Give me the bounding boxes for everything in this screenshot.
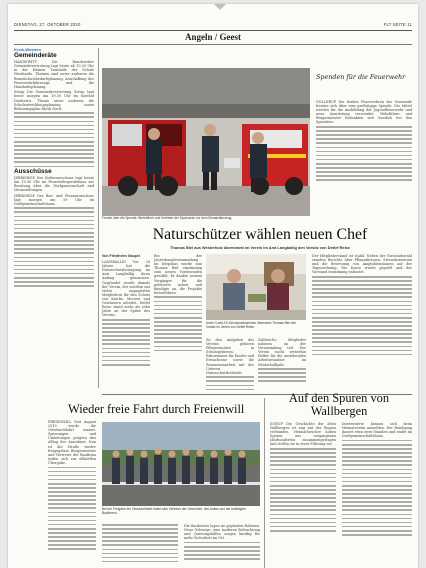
main-headline: Naturschützer wählen neuen Chef bbox=[152, 226, 368, 243]
column-text: JERRISHOE Der Bau- und Finanzausschuss tagt morgen um 19 Uhr im Dorfgemeinschaftshaus. bbox=[14, 193, 94, 206]
column-heading-gemeinderaete: Gemeinderäte bbox=[14, 52, 57, 60]
feature-side-text bbox=[316, 100, 412, 218]
feature-headline: Spenden für die Feuerwehr bbox=[316, 73, 406, 81]
main-article-col3 bbox=[206, 338, 254, 390]
text-filler bbox=[14, 207, 94, 286]
left-column bbox=[14, 48, 94, 408]
folio-page: FLT SEITE 11 bbox=[383, 22, 412, 27]
column-text: Sörup Die Gemeindevertretung Sörup tagt heute morgen um 19.30 Uhr im Gasthof Dreiherrn. Thema unter anderem die Schulentwicklungsplanung sowie Bebauungsplan Kiosk Nord. bbox=[14, 90, 94, 111]
article2-left-text bbox=[48, 420, 96, 568]
column-text: JERRISHOE Der Kulturausschuss tagt heute um 19.30 Uhr im Feuerwehrgerätehaus zur Beratung über die Dorfgemeinschaft und Veranstaltungen. bbox=[14, 175, 94, 192]
section-rule bbox=[14, 44, 412, 45]
column-text: Bei der Jahreshauptversammlung im Dörpshus wurde nun Thomas Biel einstimmig zum neuen Vorsitzenden gewählt. Er dankte seinem Vorgänger für die geleistete Arbeit und kündigte an, die Projekte fortzuführen. bbox=[154, 254, 202, 295]
column-text: SÖRUP Die Geschichte der alten Wallbergen ist eng mit der Region verbunden. Heimatforscher haben Spuren aus vergangenen Jahrhunderten zusammengetragen und stellen sie in einer Führung vor. bbox=[270, 422, 336, 447]
column-text: Die Baukosten lagen im geplanten Rahmen. Neue Gehwege, eine moderne Beleuchtung und Querungshilfen sorgen künftig für mehr Sicherheit im Ort. bbox=[184, 524, 260, 541]
section-title: Angeln / Geest bbox=[185, 32, 241, 42]
text-filler bbox=[270, 448, 336, 531]
text-filler bbox=[102, 319, 150, 366]
column-text: Der Mitgliederstand ist stabil. Neben der Vorstandswahl standen Berichte über Pflanzaktionen, Streuobstwiesen und die Betreuung von Amphibienzäunen auf der Tagesordnung. Die Kasse wurde geprüft und der Vorstand einstimmig entlastet. bbox=[312, 254, 412, 275]
main-article-col2 bbox=[154, 254, 202, 389]
column-text: FREIENWILL Seit August 2019 wurde die Ortsdurchfahrt saniert. Sperrungen und Umleitungen prägten den Alltag der Anwohner. Nun ist die Straße wieder freigegeben. Bürgermeister und Vertreter der Baufirma trafen sich zur offiziellen Übergabe. bbox=[48, 420, 96, 465]
text-filler bbox=[312, 276, 412, 355]
article3-right-text bbox=[342, 422, 412, 568]
column-heading-ausschuesse: Ausschüsse bbox=[14, 167, 52, 175]
main-subline: Thomas Biel aus Westerholz übernimmt im Verein im Amt Langballig den Vorsitz von Detlef Reise bbox=[169, 245, 350, 250]
main-article-right bbox=[312, 254, 412, 389]
column-divider bbox=[98, 48, 99, 388]
article2-bottom-right bbox=[184, 524, 260, 568]
text-filler bbox=[102, 524, 178, 562]
column-kicker: Kreis-Western bbox=[14, 48, 42, 52]
column-text: Zu den Aufgaben des Vereins gehören Pflegeeinsätze in Schutzgebieten, Exkursionen für Kinder und Erwachsene sowie die Zusammenarbeit mit der Unteren Naturschutzbehörde. bbox=[206, 338, 254, 375]
column-text: Interessierte können sich beim Heimatverein anmelden. Der Rundgang dauert etwa zwei Stunden und endet im Dorfgemeinschaftshaus. bbox=[342, 422, 412, 439]
article2-bottom-left bbox=[102, 524, 178, 568]
chairman-photo bbox=[206, 254, 306, 320]
fire-truck-photo bbox=[102, 68, 310, 216]
text-filler bbox=[258, 368, 306, 382]
folio-line bbox=[14, 22, 412, 31]
column-text: GOLLERUP Die beiden Feuerwehren der Gemeinde freuten sich über eine großzügige Spende. Die Mittel werden für die Ausbildung der Jugendfeuerwehr und neue Ausrüstung verwendet. Wehrführer und Bürgermeister bedankten sich herzlich bei den Spendern. bbox=[316, 100, 412, 125]
article3-headline: Auf den Spuren von Wallbergen bbox=[288, 391, 390, 419]
text-filler bbox=[342, 440, 412, 536]
article3-left-text bbox=[270, 422, 336, 568]
text-filler bbox=[206, 376, 254, 390]
column-text: Zahlreiche Mitglieder nahmen an der Versammlung teil. Der Verein sucht weiterhin Helfer für die anstehenden Arbeitseinsätze im Winterhalbjahr. bbox=[258, 338, 306, 367]
text-filler bbox=[14, 112, 94, 167]
freienwill-photo bbox=[102, 422, 260, 506]
chairman-photo-caption: Unter Covid-19-Schutzmaßnahmen übernahm Thomas Biel den Vorsitz im Verein von Detlef Reise. bbox=[206, 321, 297, 329]
main-article-col1 bbox=[102, 254, 150, 389]
main-article-col4 bbox=[258, 338, 306, 390]
text-filler bbox=[48, 467, 96, 550]
article-byline: Von Friedhelm Gaupel bbox=[102, 254, 140, 258]
article2-headline: Wieder freie Fahrt durch Freienwill bbox=[68, 402, 245, 416]
text-filler bbox=[316, 126, 412, 181]
folio-date: DIENSTAG, 27. OKTOBER 2020 bbox=[14, 22, 81, 27]
newspaper-page bbox=[8, 4, 418, 568]
page-marker-icon bbox=[214, 4, 226, 10]
text-filler bbox=[154, 296, 202, 351]
text-filler bbox=[184, 542, 260, 560]
freienwill-caption: Bei der Freigabe der Ortsdurchfahrt trafen sich Vertreter der Gemeinde, des Amtes und der beteiligten Baufirmen. bbox=[102, 507, 246, 515]
column-text: HANDEWITT Die Handewitter Gemeindevertretung tagt heute ab 19.30 Uhr in der kleinen Turnhalle der Schule Wiesharde. Themen sind unter anderem die Brandschutzbedarfsplanung, Anschaffung des Feuerwehrfahrzeugs und die Haushaltsplanung. bbox=[14, 60, 94, 89]
column-divider bbox=[264, 398, 265, 568]
feature-caption: Freude über die Spende: Wehrführer und Vertreter der Sponsoren vor dem Einsatzfahrzeug. bbox=[102, 216, 233, 220]
column-text: LANGBALLIG Vor 26 Jahren hat die Naturschutzbewegung im Amt Langballig ihren Anfang genommen. Gegründet wurde damals der Verein, der seitdem mit vielen engagierten Mitgliedern für den Schutz von Knicks, Mooren und Gewässern arbeitet. Detlef Reise stand mehr als zehn Jahre an der Spitze des Vereins. bbox=[102, 260, 150, 318]
